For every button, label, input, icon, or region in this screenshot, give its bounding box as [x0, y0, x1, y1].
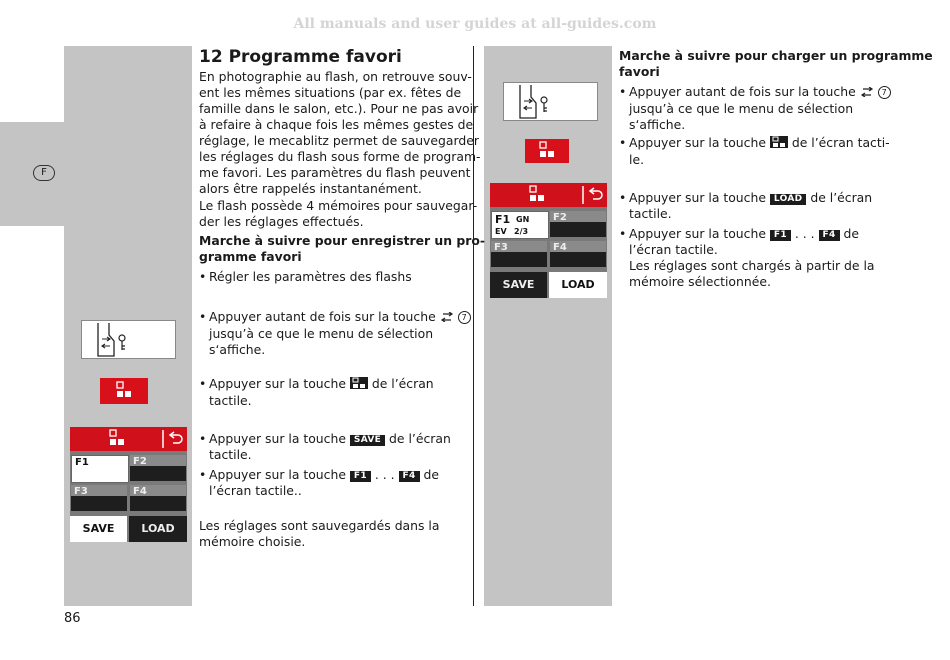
favorites-grid-icon [525, 139, 569, 163]
load-step-3 [619, 190, 909, 222]
section-title: 12 Programme favori [199, 47, 402, 67]
load-heading-line: favori [619, 64, 660, 79]
memory-paragraph [199, 198, 477, 230]
step-text: de l’écran tacti- [791, 135, 890, 150]
favorites-grid-icon [100, 378, 148, 404]
step-text: Appuyer sur la touche [629, 135, 766, 150]
load-step-2 [619, 135, 909, 168]
memory-line: der les réglages effectués. [199, 214, 364, 229]
step-text: s‘affiche. [629, 116, 686, 132]
step-text: de l’écran [389, 431, 451, 446]
save-button[interactable]: SAVE [490, 272, 547, 298]
slot-label: F3 [494, 242, 508, 253]
step-text: tactile. [209, 447, 252, 462]
memory-slot-f4[interactable] [130, 485, 186, 511]
step-text: s‘affiche. [209, 341, 266, 357]
favorites-grid-icon [350, 377, 368, 393]
step-text: jusqu’à ce que le menu de sélection [629, 100, 854, 116]
step-text: Appuyer sur la touche [629, 190, 766, 205]
save-step-4 [199, 431, 479, 463]
step-text: Régler les paramètres des flashs [209, 269, 412, 284]
back-arrow-icon[interactable] [581, 183, 605, 207]
load-heading-line: Marche à suivre pour charger un programme [619, 48, 933, 63]
slot-label: F1 [495, 213, 511, 226]
slot-label: F4 [133, 486, 147, 497]
save-step-2 [199, 309, 479, 358]
right-grey-column [484, 46, 612, 606]
result-line: mémoire choisie. [199, 534, 306, 549]
callout-number: 7 [878, 86, 891, 99]
slot-label: F2 [553, 212, 567, 223]
result-line: Les réglages sont sauvegardés dans la [199, 518, 440, 533]
mode-key-illustration [503, 82, 598, 121]
mode-arrows-icon [504, 83, 597, 120]
slot-ev-value: 2/3 [514, 227, 529, 236]
slot-ev-label: EV [495, 227, 507, 236]
mode-arrows-icon [440, 310, 454, 326]
memory-slot-f2[interactable] [130, 455, 186, 481]
f4-key-label: F4 [399, 471, 420, 482]
lock-key-icon [119, 335, 125, 350]
step-text: Appuyer sur la touche [209, 467, 346, 482]
memory-slot-f3[interactable] [71, 485, 127, 511]
step-text: l’écran tactile.. [209, 483, 302, 498]
step-text: tactile. [209, 392, 252, 408]
save-heading-line: gramme favori [199, 249, 302, 264]
step-text: de l’écran [371, 376, 434, 391]
save-heading [199, 233, 485, 265]
intro-line: En photographie au flash, on retrouve souv- [199, 69, 472, 84]
intro-paragraph [199, 69, 481, 197]
language-badge: F [33, 165, 55, 181]
load-key-label: LOAD [770, 194, 806, 205]
step-text: Appuyer autant de fois sur la touche [629, 84, 856, 99]
memory-slot-f1[interactable] [71, 455, 129, 483]
slot-label: F3 [74, 486, 88, 497]
load-heading [619, 48, 933, 80]
page-number: 86 [64, 611, 81, 626]
step-text: le. [629, 151, 645, 167]
load-button[interactable]: LOAD [129, 516, 187, 542]
step-text: Appuyer autant de fois sur la touche [209, 309, 436, 324]
load-step-4 [619, 226, 909, 290]
memory-line: Le flash possède 4 mémoires pour sauvegar- [199, 198, 478, 213]
back-arrow-icon[interactable] [161, 427, 185, 451]
step-text: Appuyer sur la touche [209, 431, 346, 446]
step-text: tactile. [629, 206, 672, 221]
f1-key-label: F1 [350, 471, 371, 482]
save-result [199, 518, 439, 550]
step-text: de [843, 226, 859, 241]
mode-arrows-icon [82, 321, 175, 358]
step-text: jusqu’à ce que le menu de sélection [209, 325, 434, 341]
watermark: All manuals and user guides at all-guides.com [293, 16, 657, 32]
save-step-5 [199, 467, 479, 499]
f4-key-label: F4 [819, 230, 840, 241]
save-heading-line: Marche à suivre pour enregistrer un pro- [199, 233, 486, 248]
mode-key-illustration [81, 320, 176, 359]
save-step-3 [199, 376, 479, 409]
intro-line: me favori. Les paramètres du flash peuvent [199, 165, 471, 180]
slot-label: F2 [133, 456, 147, 467]
memory-slot-f3[interactable] [491, 241, 547, 267]
favorites-menu-right [490, 183, 607, 298]
slot-gn-label: GN [516, 215, 530, 224]
save-step-1 [199, 269, 412, 285]
save-button[interactable]: SAVE [70, 516, 127, 542]
slot-label: F1 [75, 457, 89, 468]
menu-header [70, 427, 187, 451]
intro-line: alors être rappelés instantanément. [199, 181, 422, 196]
favorites-grid-icon [100, 427, 160, 451]
lock-key-icon [541, 97, 547, 112]
step-text: Les réglages sont chargés à partir de la [629, 258, 875, 273]
step-text: l’écran tactile. [629, 242, 718, 257]
intro-line: réglage, le mecablitz permet de sauvegarder [199, 133, 479, 148]
slot-label: F4 [553, 242, 567, 253]
memory-slot-f2[interactable] [550, 211, 606, 237]
load-step-1 [619, 84, 909, 133]
save-key-label: SAVE [350, 435, 385, 446]
intro-line: famille dans le salon, etc.). Pour ne pas avoir [199, 101, 479, 116]
intro-line: les réglages du flash sous forme de program- [199, 149, 481, 164]
favorites-grid-icon [520, 183, 580, 207]
memory-slot-f1[interactable] [491, 211, 549, 239]
memory-slot-f4[interactable] [550, 241, 606, 267]
favorites-button[interactable] [525, 139, 569, 163]
load-button[interactable]: LOAD [549, 272, 607, 298]
mode-arrows-icon [860, 85, 874, 101]
callout-number: 7 [458, 311, 471, 324]
step-text: Appuyer sur la touche [209, 376, 346, 391]
favorites-grid-icon [770, 136, 788, 152]
favorites-button[interactable] [100, 378, 148, 404]
f1-key-label: F1 [770, 230, 791, 241]
step-text: de l’écran [810, 190, 873, 205]
intro-line: ent les mêmes situations (par ex. fêtes de [199, 85, 462, 100]
intro-line: à refaire à chaque fois les mêmes gestes de [199, 117, 474, 132]
step-text: Appuyer sur la touche [629, 226, 766, 241]
step-text: de [423, 467, 439, 482]
favorites-menu-left [70, 427, 187, 542]
step-dots: . . . [374, 467, 395, 482]
step-text: mémoire sélectionnée. [629, 274, 771, 289]
menu-header [490, 183, 607, 207]
step-dots: . . . [794, 226, 815, 241]
